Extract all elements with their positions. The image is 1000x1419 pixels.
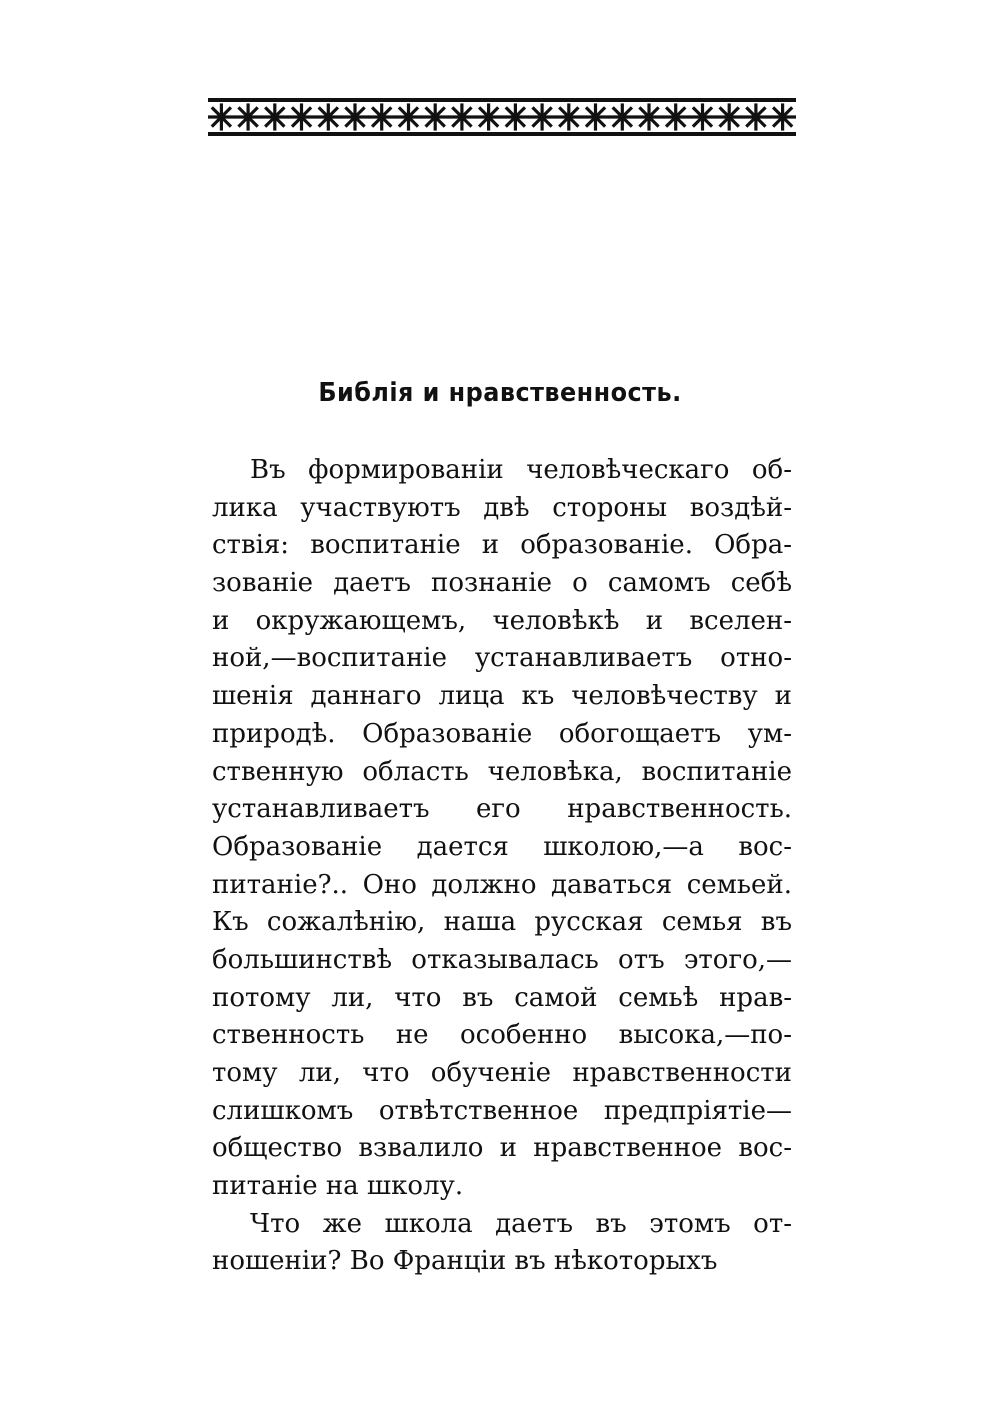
text-line: питаніе на школу. <box>212 1171 464 1202</box>
star-glyph <box>477 105 501 129</box>
text-line: тому ли, что обученіе нравственности <box>212 1058 792 1088</box>
star-glyph <box>691 105 715 129</box>
star-glyph <box>236 105 260 129</box>
text-line: шенія даннаго лица къ человѣчеству и <box>212 681 792 712</box>
text-line: ствія: воспитаніе и образованіе. Обра- <box>212 530 792 561</box>
text-line: лика участвуютъ двѣ стороны воздѣй- <box>212 492 792 523</box>
text-line: ношеніи? Во Франціи въ нѣкоторыхъ <box>212 1246 718 1277</box>
text-line: и окружающемъ, человѣкѣ и вселен- <box>212 605 792 636</box>
text-line: Что же школа даетъ въ этомъ от- <box>250 1208 792 1239</box>
star-row-ornament-icon <box>208 98 796 136</box>
star-glyph <box>290 105 314 129</box>
star-glyph <box>744 105 768 129</box>
text-line: устанавливаетъ его нравственность. <box>212 794 792 825</box>
star-glyph <box>209 105 233 129</box>
text-line: Въ формированіи человѣческаго об- <box>250 455 792 485</box>
star-glyph <box>637 105 661 129</box>
text-line: Образованіе дается школою,—а вос- <box>212 831 792 862</box>
star-glyph <box>397 105 421 129</box>
paragraph <box>212 452 792 1206</box>
star-glyph <box>263 105 287 129</box>
star-glyph <box>664 105 688 129</box>
star-glyph <box>316 105 340 129</box>
paragraph <box>212 1206 792 1281</box>
text-line: ственную область человѣка, воспитаніе <box>212 756 792 787</box>
text-line: питаніе?.. Оно должно даваться семьей. <box>212 869 792 900</box>
text-line: ственность не особенно высока,—по- <box>212 1020 792 1051</box>
star-glyph <box>370 105 394 129</box>
star-glyph <box>771 105 795 129</box>
star-glyph <box>584 105 608 129</box>
star-glyph <box>610 105 634 129</box>
star-glyph <box>503 105 527 129</box>
star-glyph <box>557 105 581 129</box>
body-text <box>212 452 792 1281</box>
text-line: общество взвалило и нравственное вос- <box>212 1133 792 1164</box>
star-glyph <box>717 105 741 129</box>
text-line: Къ сожалѣнію, наша русская семья въ <box>212 907 792 938</box>
text-line: большинствѣ отказывалась отъ этого,— <box>212 944 792 975</box>
page-title: Библія и нравственность. <box>318 378 682 408</box>
text-line: ной,—воспитаніе устанавливаетъ отно- <box>212 643 792 674</box>
text-line: слишкомъ отвѣтственное предпріятіе— <box>212 1095 792 1126</box>
text-line: потому ли, что въ самой семьѣ нрав- <box>212 982 792 1013</box>
star-glyph <box>450 105 474 129</box>
text-line: природѣ. Образованіе обогощаетъ ум- <box>212 718 792 749</box>
star-glyph <box>423 105 447 129</box>
star-glyph <box>343 105 367 129</box>
star-glyph <box>530 105 554 129</box>
text-line: зованіе даетъ познаніе о самомъ себѣ <box>212 568 792 599</box>
